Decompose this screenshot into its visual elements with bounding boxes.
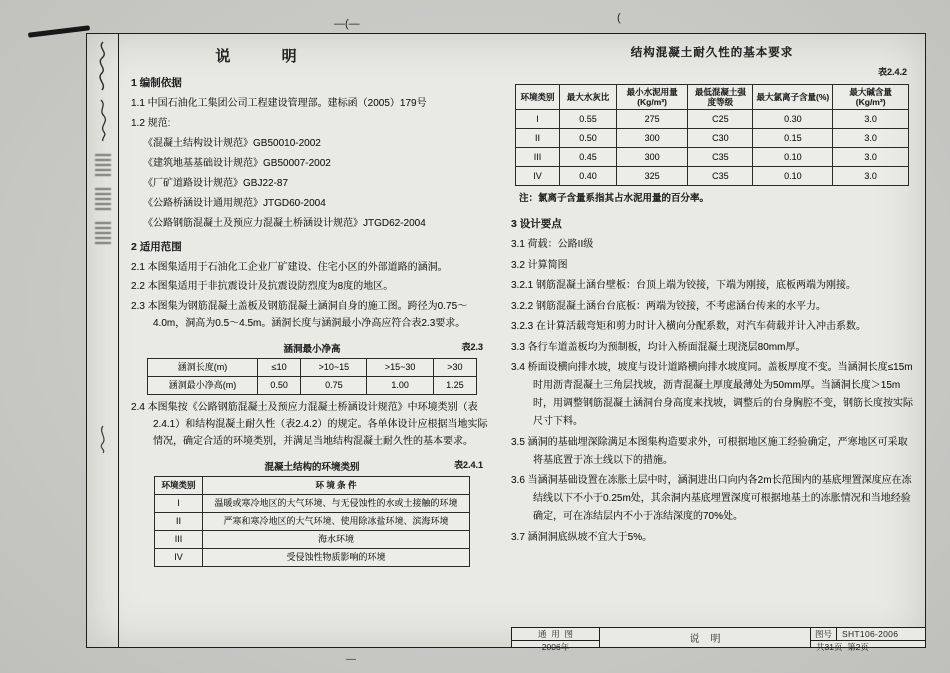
approval-stamp-block: [95, 186, 111, 210]
table-cell: 最低混凝土强度等级: [688, 85, 753, 110]
table-cell: 涵洞最小净高(m): [148, 376, 258, 394]
durability-requirements-table: [515, 84, 909, 186]
table-cell: 0.30: [753, 110, 833, 129]
fold-mark-bottom: —: [346, 654, 356, 665]
table-number-label: 表2.4.1: [453, 459, 483, 470]
table-cell: I: [516, 110, 560, 129]
approval-stamp-block: [95, 220, 111, 244]
table-cell: II: [516, 129, 560, 148]
table-cell: ≤10: [258, 358, 301, 376]
code-list-item: 《公路桥涵设计通用规范》JTGD60-2004: [143, 197, 326, 209]
table-cell: 环境类别: [155, 476, 203, 494]
table-cell: 0.10: [753, 167, 833, 186]
code-list-item: 《公路钢筋混凝土及预应力混凝土桥涵设计规范》JTGD62-2004: [143, 217, 426, 229]
table-cell: 0.45: [560, 148, 617, 167]
scan-smudge: [28, 25, 90, 38]
table-cell: 最大碱含量(Kg/m³): [833, 85, 909, 110]
table-cell: I: [155, 494, 203, 512]
table-cell: 3.0: [833, 129, 909, 148]
paragraph-1-1: 1.1 中国石油化工集团公司工程建设管理部。建标函（2005）179号: [131, 98, 427, 109]
table-cell: 环境类别: [516, 85, 560, 110]
paragraph-3-2-3: 3.2.3 在计算活载弯矩和剪力时计入横向分配系数，对汽车荷载并计入冲击系数。: [511, 321, 867, 332]
code-list-item: 《厂矿道路设计规范》GBJ22-87: [143, 177, 289, 189]
table-2-3-caption: [131, 341, 493, 356]
paragraph-2-4: 2.4 本图集按《公路钢筋混凝土及预应力混凝土桥涵设计规范》中环境类别（表2.4.1）和结构混凝土耐久性（表2.4.2）的规定。各单体设计应根据当地实际情况，确定合适的环境类别，并满足当地结构混凝土耐久性的基本要求。: [131, 401, 488, 447]
drawing-no-value: SHT106-2006: [842, 629, 899, 639]
table-footnote: 注：氯离子含量系指其占水泥用量的百分率。: [519, 193, 710, 204]
table-cell: 严寒和寒冷地区的大气环境、使用除冰盐环境、滨海环境: [203, 512, 470, 530]
title-block: [511, 627, 925, 652]
paragraph-3-2: 3.2 计算简图: [511, 259, 568, 271]
paragraph-3-5: 3.5 涵洞的基础埋深除满足本图集构造要求外，可根据地区施工经验确定，严寒地区可采取将基底置于冻土线以下的措施。: [511, 436, 908, 466]
table-cell: III: [516, 148, 560, 167]
environment-category-table: [154, 476, 470, 567]
table-cell: >30: [433, 358, 476, 376]
paragraph-2-1: 2.1 本图集适用于石油化工企业厂矿建设、住宅小区的外部道路的涵洞。: [131, 261, 448, 273]
paragraph-3-6: 3.6 当涵洞基础设置在冻胀土层中时，涵洞进出口向内各2m长范围内的基底埋置深度应在冻结线以下不小于0.25m处，其余洞内基底埋置深度可根据地基土的冻胀情况和当地经验确定，可在冻结层内不小于冻结深度的70%处。: [511, 475, 912, 522]
table-cell: 325: [616, 167, 687, 186]
page-title: 说 明: [215, 48, 299, 65]
sheet-title: 说 明: [600, 628, 811, 647]
table-cell: 3.0: [833, 148, 909, 167]
table-cell: >15~30: [367, 358, 433, 376]
min-clear-height-table: [147, 358, 477, 395]
right-column: [511, 44, 913, 549]
table-cell: 0.50: [560, 129, 617, 148]
code-list-item: 《建筑地基基础设计规范》GB50007-2002: [143, 157, 331, 169]
handwritten-mark: [95, 424, 111, 454]
paragraph-1-2: 1.2 规范:: [131, 117, 171, 129]
table-2-4-1-caption: [131, 459, 493, 474]
section-2-heading: 2 适用范围: [131, 240, 182, 253]
table-cell: 0.40: [560, 167, 617, 186]
table-cell: 0.10: [753, 148, 833, 167]
title-block-number: [811, 628, 925, 652]
paragraph-3-7: 3.7 涵洞洞底纵坡不宜大于5%。: [511, 531, 653, 543]
table-number-label: 表2.3: [461, 341, 483, 352]
table-cell: 温暖或寒冷地区的大气环境、与无侵蚀性的水或土接触的环境: [203, 494, 470, 512]
table-cell: C30: [688, 129, 753, 148]
paragraph-3-3: 3.3 各行车道盖板均为预制板，均计入桥面混凝土现浇层80mm厚。: [511, 341, 806, 353]
fold-mark-right: (: [617, 12, 621, 24]
fold-mark-left: —(—: [334, 18, 360, 30]
paragraph-2-3: 2.3 本图集为钢筋混凝土盖板及钢筋混凝土涵洞自身的施工图。跨径为0.75～4.0m，洞高为0.5～4.5m。涵洞长度与涵洞最小净高应符合表2.3要求。: [131, 300, 468, 329]
table-cell: 最大水灰比: [560, 85, 617, 110]
table-cell: 3.0: [833, 110, 909, 129]
handwritten-signature: [95, 98, 111, 142]
table-caption-text: 涵洞最小净高: [283, 343, 341, 355]
drawing-frame: [86, 33, 926, 652]
table-cell: 1.00: [367, 376, 433, 394]
table-cell: 环 境 条 件: [203, 476, 470, 494]
table-cell: 300: [616, 148, 687, 167]
approval-stamp-block: [95, 152, 111, 176]
table-cell: 3.0: [833, 167, 909, 186]
table-cell: 1.25: [433, 376, 476, 394]
table-cell: 0.75: [301, 376, 367, 394]
drawing-no-label: 图号: [811, 628, 837, 640]
table-cell: C35: [688, 148, 753, 167]
paragraph-2-2: 2.2 本图集适用于非抗震设计及抗震设防烈度为8度的地区。: [131, 281, 394, 292]
table-cell: II: [155, 512, 203, 530]
table-2-4-2-title: 结构混凝土耐久性的基本要求: [630, 47, 794, 59]
table-cell: IV: [155, 548, 203, 566]
table-number-label: 表2.4.2: [877, 67, 907, 77]
title-block-series: [512, 628, 600, 652]
code-list: [131, 135, 493, 232]
paragraph-3-2-2: 3.2.2 钢筋混凝土涵台台底板：两端为铰接，不考虑涵台传来的水平力。: [511, 300, 827, 312]
table-cell: 0.55: [560, 110, 617, 129]
table-cell: 275: [616, 110, 687, 129]
table-cell: 0.50: [258, 376, 301, 394]
code-list-item: 《混凝土结构设计规范》GB50010-2002: [143, 137, 321, 149]
table-cell: C25: [688, 110, 753, 129]
table-cell: C35: [688, 167, 753, 186]
paragraph-3-1: 3.1 荷载：公路II级: [511, 239, 594, 250]
table-cell: 0.15: [753, 129, 833, 148]
handwritten-signature: [95, 40, 111, 92]
table-cell: 涵洞长度(m): [148, 358, 258, 376]
binding-margin: [87, 34, 119, 647]
paragraph-3-2-1: 3.2.1 钢筋混凝土涵台壁板：台顶上端为铰接，下端为刚接，底板两端为刚接。: [511, 280, 857, 291]
table-cell: >10~15: [301, 358, 367, 376]
table-caption-text: 混凝土结构的环境类别: [264, 461, 360, 473]
series-year: 2006年: [541, 642, 570, 652]
page-count: 共31页 第2页: [816, 642, 869, 652]
table-cell: 最小水泥用量(Kg/m³): [616, 85, 687, 110]
table-cell: 最大氯离子含量(%): [753, 85, 833, 110]
table-cell: III: [155, 530, 203, 548]
paragraph-3-4: 3.4 桥面设横向排水坡，坡度与设计道路横向排水坡度同。盖板厚度不变。当涵洞长度≤15m时用沥青混凝土三角层找坡，沥青混凝土厚度最薄处为50mm厚。当涵洞长度＞15m时，用调整钢筋混凝土涵洞台身高度来找坡，调整后的台身胸腔不变，钢筋长度按实际尺寸下料。: [511, 362, 913, 427]
section-3-heading: 3 设计要点: [511, 218, 562, 230]
table-cell: IV: [516, 167, 560, 186]
left-column: [131, 44, 493, 571]
section-1-heading: 1 编制依据: [131, 77, 182, 89]
series-name: 通 用 图: [512, 628, 599, 641]
table-cell: 受侵蚀性物质影响的环境: [203, 548, 470, 566]
table-cell: 300: [616, 129, 687, 148]
table-cell: 海水环境: [203, 530, 470, 548]
